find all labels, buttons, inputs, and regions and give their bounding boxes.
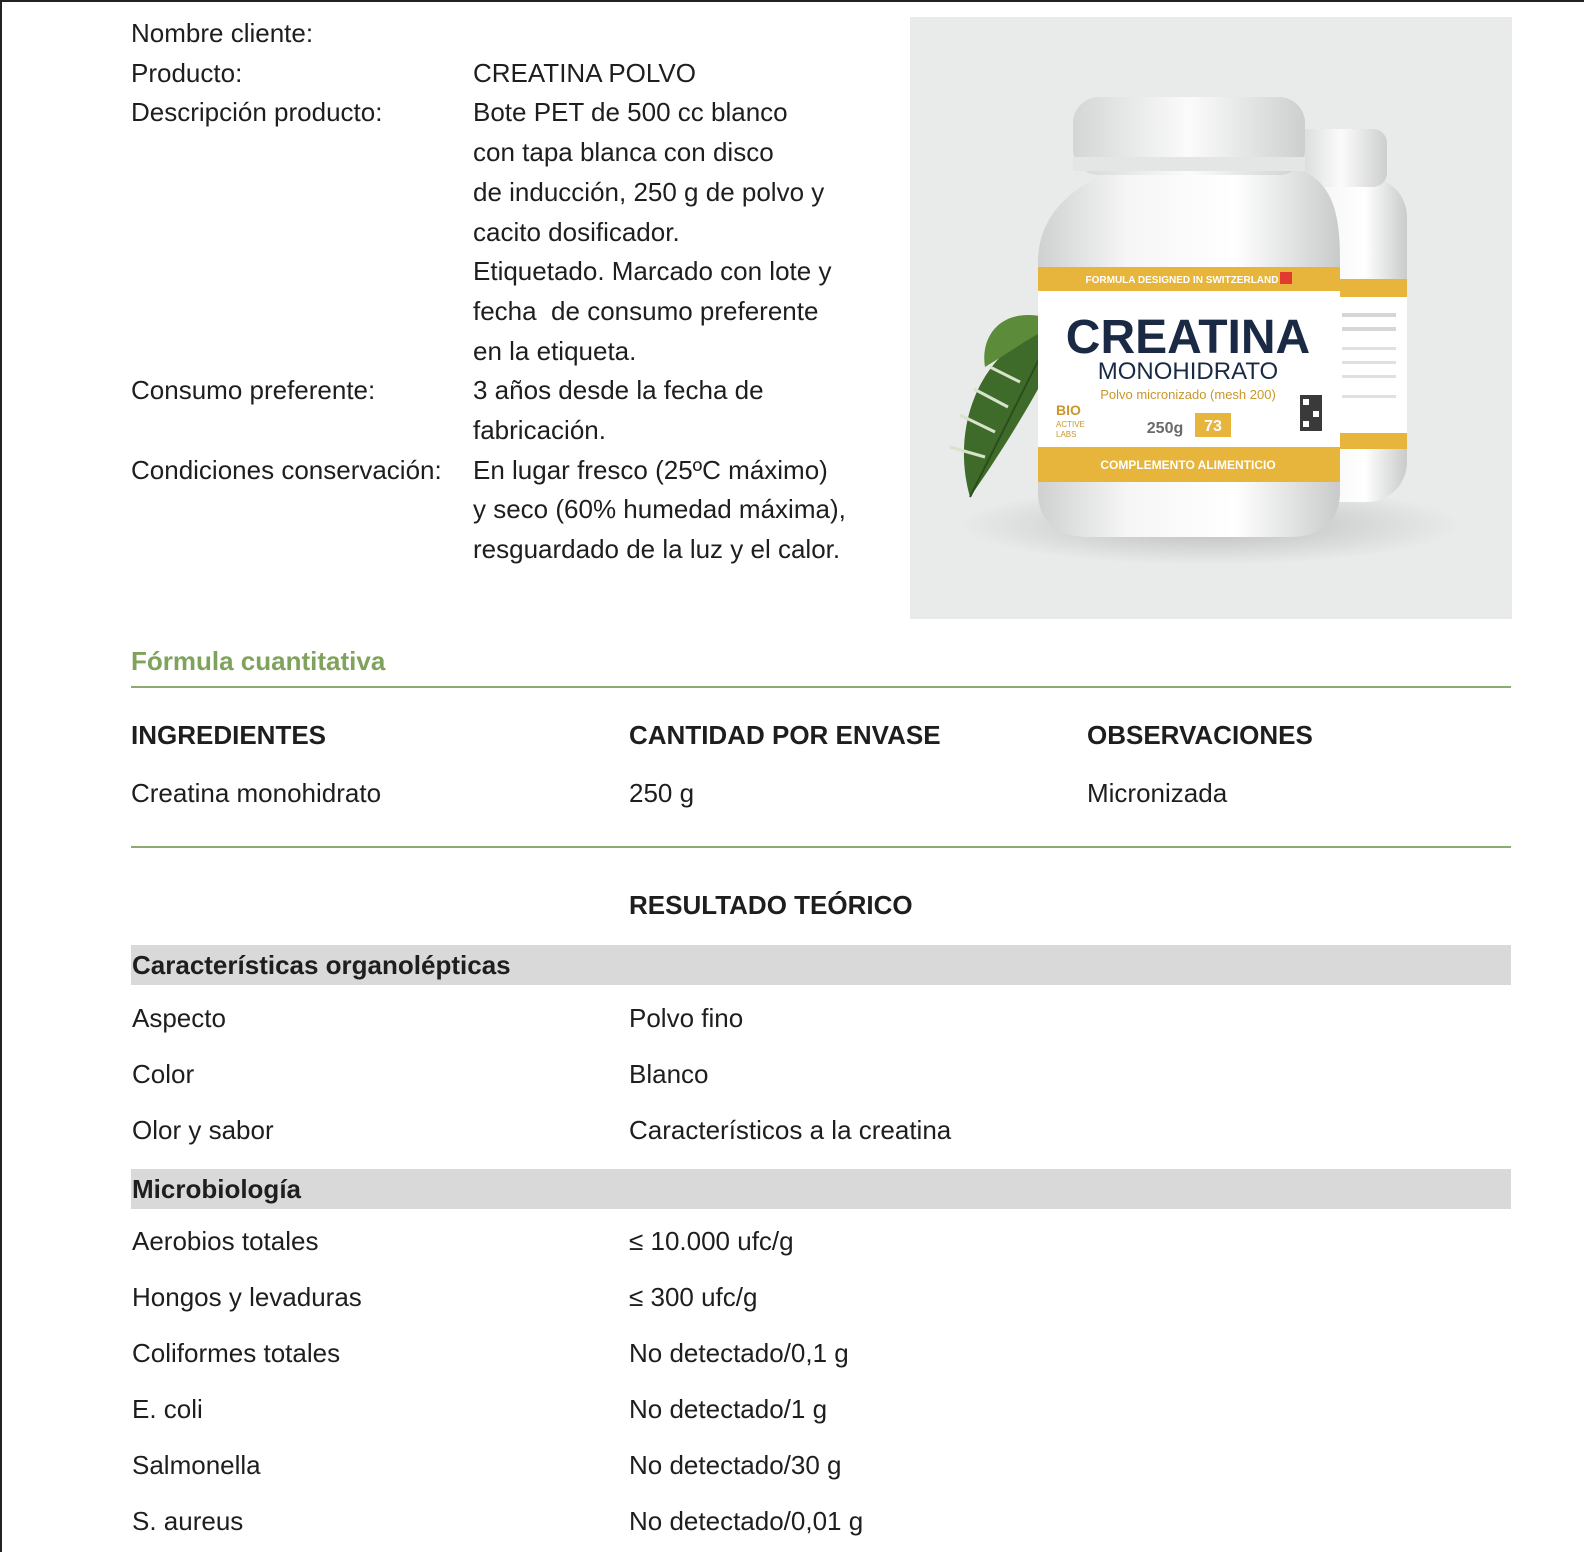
best-before-line: fabricación.: [473, 415, 606, 446]
label-tagline: Polvo micronizado (mesh 200): [1100, 387, 1276, 402]
property-name: Color: [132, 1059, 195, 1089]
property-name: Hongos y levaduras: [132, 1282, 362, 1312]
table-row: [131, 1394, 1511, 1450]
description-line: de inducción, 250 g de polvo y: [473, 176, 825, 207]
property-name: Aerobios totales: [132, 1226, 319, 1256]
storage-line: En lugar fresco (25ºC máximo): [473, 454, 828, 485]
table-row: [131, 1506, 1511, 1562]
property-name: Olor y sabor: [132, 1115, 274, 1145]
info-row-client: [131, 14, 891, 54]
table-row: [131, 1450, 1511, 1506]
property-name: Coliformes totales: [132, 1338, 341, 1368]
organoleptic-band: [131, 945, 1511, 985]
property-value: No detectado/0,01 g: [629, 1506, 864, 1536]
property-name: Aspecto: [132, 1003, 226, 1033]
description-line: Bote PET de 500 cc blanco: [473, 97, 788, 128]
table-row: [131, 1338, 1511, 1394]
property-value: ≤ 300 ufc/g: [629, 1282, 758, 1312]
property-name: S. aureus: [132, 1506, 244, 1536]
description-line: en la etiqueta.: [473, 335, 637, 366]
product-jar-illustration: [910, 17, 1512, 619]
client-label: Nombre cliente:: [131, 18, 314, 48]
info-row-description: [131, 93, 891, 371]
product-value: [473, 54, 891, 94]
brand-line: BIO: [1056, 402, 1081, 418]
info-row-best-before: [131, 371, 891, 450]
property-value: Blanco: [629, 1059, 709, 1089]
best-before-label: Consumo preferente:: [131, 375, 376, 406]
table-row: [131, 1226, 1511, 1282]
storage-label: Condiciones conservación:: [131, 454, 442, 485]
header-ingredients: INGREDIENTES: [131, 720, 327, 750]
description-label: Descripción producto:: [131, 97, 383, 128]
table-row: [131, 1282, 1511, 1338]
quantity-cell: 250 g: [629, 778, 695, 808]
best-before-line: 3 años desde la fecha de: [473, 375, 764, 406]
label-weight: 250g: [1146, 420, 1184, 437]
storage-value: [473, 451, 891, 570]
header-observations: OBSERVACIONES: [1087, 720, 1313, 750]
formula-bottom-rule: [131, 846, 1511, 848]
brand-line: LABS: [1056, 430, 1077, 439]
description-line: cacito dosificador.: [473, 216, 680, 247]
info-row-storage: [131, 451, 891, 570]
storage-line: resguardado de la luz y el calor.: [473, 534, 841, 565]
brand-line: ACTIVE: [1056, 420, 1085, 429]
info-row-product: [131, 54, 891, 94]
description-value: [473, 93, 891, 371]
property-value: No detectado/0,1 g: [629, 1338, 849, 1368]
formula-title: Fórmula cuantitativa: [131, 646, 386, 676]
label-title: CREATINA: [1065, 311, 1311, 364]
observation-cell: Micronizada: [1087, 778, 1228, 808]
table-row: [131, 1115, 1511, 1171]
product-value-line: CREATINA POLVO: [473, 57, 696, 88]
property-value: ≤ 10.000 ufc/g: [629, 1226, 794, 1256]
product-photo: [910, 17, 1512, 619]
description-line: fecha de consumo preferente: [473, 295, 819, 326]
property-value: No detectado/30 g: [629, 1450, 842, 1480]
label-subtitle: MONOHIDRATO: [1097, 358, 1279, 385]
client-value: [473, 14, 891, 54]
best-before-value: [473, 371, 891, 450]
result-title: RESULTADO TEÓRICO: [629, 890, 913, 920]
product-label: Producto:: [131, 57, 243, 88]
organoleptic-title: Características organolépticas: [132, 950, 511, 980]
property-name: Salmonella: [132, 1450, 261, 1480]
microbiology-band: [131, 1169, 1511, 1209]
table-row: [131, 1059, 1511, 1115]
microbiology-title: Microbiología: [132, 1174, 301, 1204]
front-jar: [1038, 97, 1340, 537]
description-line: Etiquetado. Marcado con lote y: [473, 256, 832, 287]
property-value: No detectado/1 g: [629, 1394, 828, 1424]
product-info: [131, 14, 891, 570]
property-value: Característicos a la creatina: [629, 1115, 952, 1145]
ingredient-cell: Creatina monohidrato: [131, 778, 382, 808]
description-line: con tapa blanca con disco: [473, 137, 774, 168]
formula-top-rule: [131, 686, 1511, 688]
property-value: Polvo fino: [629, 1003, 744, 1033]
label-badge: 73: [1204, 418, 1222, 435]
table-row: [131, 1003, 1511, 1059]
storage-line: y seco (60% humedad máxima),: [473, 494, 846, 525]
label-band-bottom: COMPLEMENTO ALIMENTICIO: [1100, 458, 1276, 472]
label-band-top: FORMULA DESIGNED IN SWITZERLAND: [1085, 275, 1279, 286]
property-name: E. coli: [132, 1394, 203, 1424]
header-quantity: CANTIDAD POR ENVASE: [629, 720, 941, 750]
